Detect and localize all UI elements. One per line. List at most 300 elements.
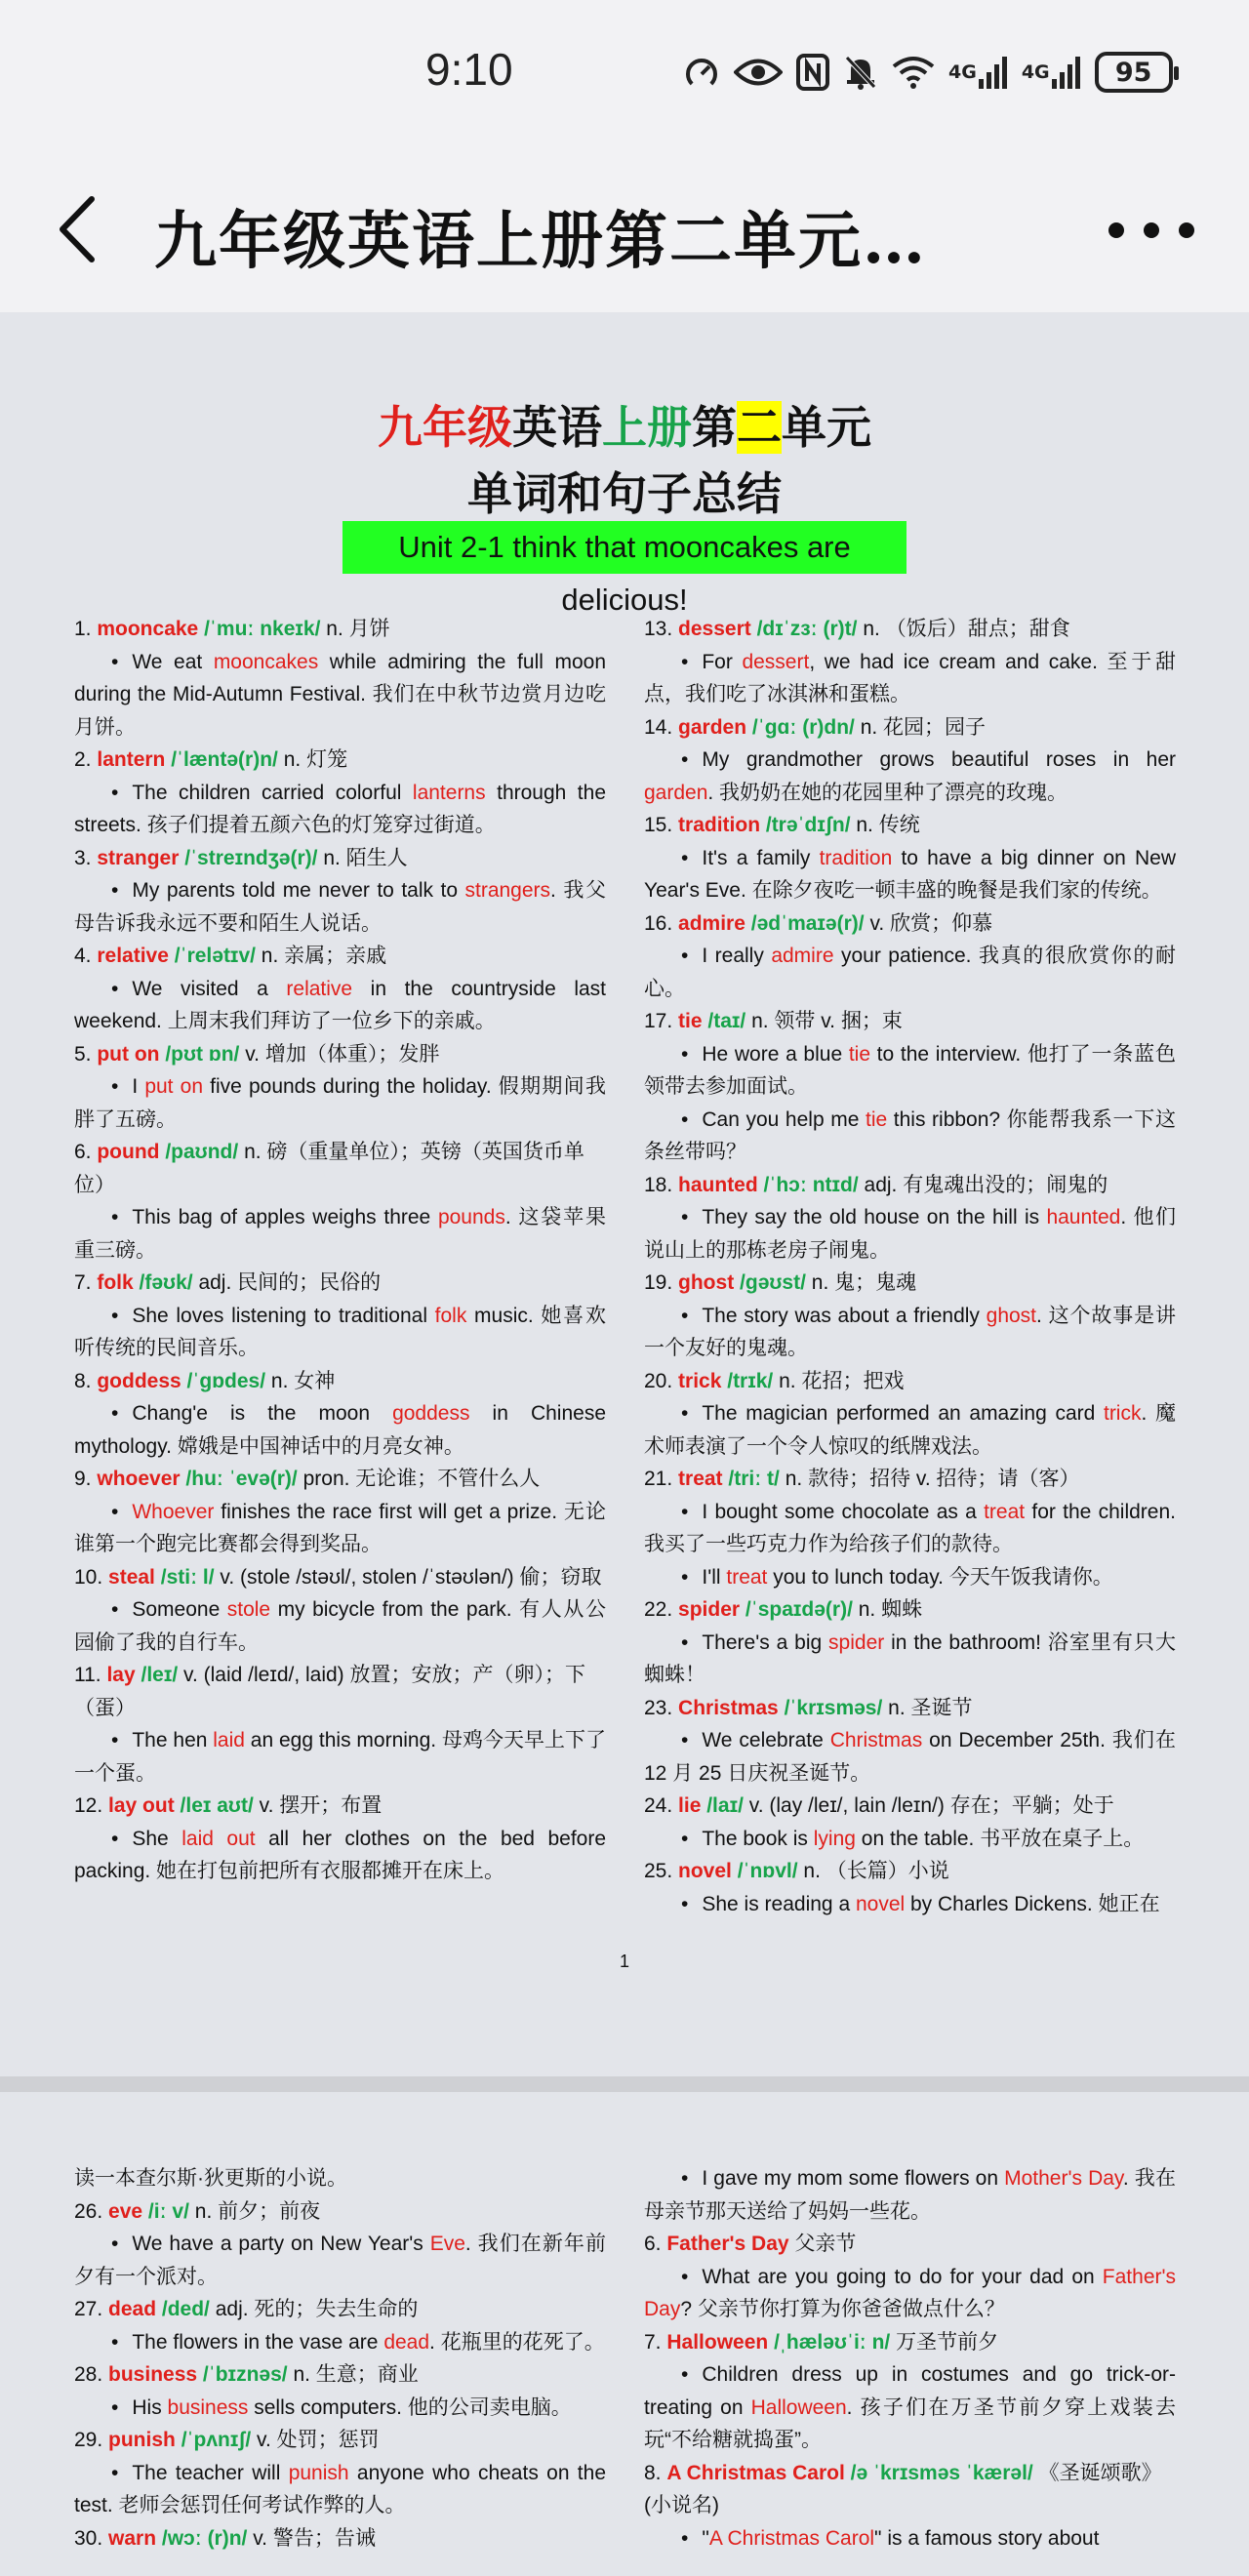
entry-headword-line	[74, 1463, 606, 1496]
vocab-word: Christmas	[678, 1696, 785, 1719]
phonetic: /ˈstreɪndʒə(r)/	[184, 846, 324, 869]
vocab-entry	[644, 613, 1176, 711]
vocab-entry	[644, 2326, 1176, 2457]
vocab-entry	[644, 711, 1176, 810]
text-segment: 26.	[74, 2199, 109, 2223]
vocab-entry	[644, 2228, 1176, 2326]
text-segment: n. （长篇）小说	[803, 1860, 949, 1882]
text-segment: I	[132, 1075, 145, 1098]
text-segment: 1.	[74, 618, 98, 640]
phonetic: /leɪ aʊt/	[180, 1794, 260, 1817]
entry-headword-line	[74, 613, 606, 646]
battery-icon	[1095, 52, 1173, 93]
text-segment: 18.	[644, 1173, 679, 1196]
entry-headword-line	[644, 613, 1176, 646]
vocab-word: Father's Day	[666, 2233, 795, 2255]
nav-bar	[0, 146, 1249, 312]
phonetic: /pʊt ɒn/	[165, 1042, 246, 1066]
example-sentence	[644, 2522, 1176, 2556]
phonetic: /ˈrelətɪv/	[174, 945, 262, 967]
text-segment: v. 处罚；惩罚	[257, 2429, 380, 2451]
text-segment: . 我在母亲节那天送给了妈妈一些花。	[644, 2167, 1177, 2223]
vocab-column-right	[644, 613, 1176, 1920]
vocab-word: whoever	[97, 1468, 186, 1490]
bell-off-icon	[843, 54, 878, 91]
heading-part-ordinal: 第	[692, 401, 737, 454]
text-segment: pron. 无论谁；不管什么人	[302, 1468, 541, 1490]
text-segment: v. 欣赏；仰慕	[869, 911, 993, 935]
text-segment: n. 花招；把戏	[779, 1369, 905, 1392]
vocab-entry	[74, 1561, 606, 1660]
text-segment: on the table. 书平放在桌子上。	[855, 1827, 1145, 1850]
example-sentence	[74, 1496, 606, 1561]
vocab-entry	[644, 1692, 1176, 1791]
text-segment: n. 亲属；亲戚	[261, 945, 387, 967]
vocab-word: eve	[108, 2199, 148, 2223]
vocab-word: trick	[678, 1369, 728, 1392]
text-segment: v. (laid /leɪd/, laid) 放置；安放；产（卵）；下（蛋）	[74, 1664, 586, 1719]
text-segment: I bought some chocolate as a	[702, 1500, 985, 1523]
example-sentence	[74, 1593, 606, 1659]
phonetic: /ˈlæntə(r)n/	[171, 748, 284, 771]
vocab-entry	[74, 1038, 606, 1137]
entry-headword-line	[74, 2162, 606, 2195]
vocab-entry	[74, 842, 606, 941]
network-type-1: 4G	[948, 61, 977, 83]
bullet-icon: •	[681, 1729, 689, 1751]
bullet-icon: •	[681, 1107, 689, 1131]
bullet-icon: •	[111, 650, 119, 673]
vocab-entry	[644, 1593, 1176, 1692]
bullet-icon: •	[681, 846, 689, 869]
vocab-word: business	[108, 2363, 203, 2386]
example-sentence	[644, 1823, 1176, 1856]
text-segment: to have a big dinner on New Year's Eve. 在除夕夜吃一顿丰盛的晚餐是我们家的传统。	[644, 846, 1176, 902]
text-segment: 5.	[74, 1042, 98, 1066]
bullet-icon: •	[111, 1304, 119, 1327]
entry-headword-line	[644, 1365, 1176, 1398]
heading-part-unit: 单元	[782, 401, 871, 454]
keyword-highlight: tie	[865, 1107, 888, 1131]
vocab-word: dead	[108, 2298, 162, 2320]
text-segment: by Charles Dickens. 她正在	[905, 1892, 1160, 1915]
network-type-2: 4G	[1021, 61, 1050, 83]
text-segment: you to lunch today. 今天午饭我请你。	[767, 1565, 1113, 1589]
bullet-icon: •	[111, 1729, 119, 1751]
keyword-highlight: lying	[813, 1827, 856, 1850]
text-segment: 23.	[644, 1696, 679, 1719]
keyword-highlight: pounds	[437, 1206, 505, 1228]
speedometer-icon	[683, 54, 720, 91]
vocab-word: punish	[108, 2429, 181, 2451]
text-segment: n. 花园；园子	[860, 715, 987, 739]
text-segment: 9.	[74, 1468, 98, 1490]
entry-headword-line	[644, 1692, 1176, 1725]
example-sentence	[644, 1104, 1176, 1169]
text-segment: It's a family	[702, 846, 820, 869]
vocab-entry	[74, 1365, 606, 1464]
keyword-highlight: goddess	[392, 1402, 470, 1425]
phonetic: /ˈspaɪdə(r)/	[745, 1598, 859, 1621]
vocab-word: tradition	[678, 814, 766, 836]
status-icons	[683, 47, 1173, 98]
entry-headword-line	[74, 2195, 606, 2229]
text-segment: 12.	[74, 1794, 109, 1817]
entry-headword-line	[74, 2522, 606, 2556]
entry-headword-line	[74, 2358, 606, 2392]
text-segment: sells computers. 他的公司卖电脑。	[248, 2395, 572, 2419]
text-segment: . 我们在新年前夕有一个派对。	[74, 2233, 606, 2288]
vocab-entry	[74, 1267, 606, 1365]
text-segment: 14.	[644, 715, 679, 739]
entry-headword-line	[74, 1267, 606, 1300]
unit-banner: Unit 2-1 think that mooncakes are delicious!	[342, 521, 907, 574]
document-title: 九年级英语上册第二单元…	[154, 205, 927, 278]
example-sentence	[644, 940, 1176, 1005]
text-segment: . 我父母告诉我永远不要和陌生人说话。	[74, 879, 607, 935]
bullet-icon: •	[111, 781, 119, 804]
entry-headword-line	[644, 711, 1176, 745]
text-segment: 《圣诞颂歌》(小说名)	[644, 2461, 1162, 2516]
text-segment: n. 磅（重量单位）；英镑（英国货币单位）	[74, 1141, 584, 1196]
vocab-word: lay out	[108, 1794, 181, 1817]
text-segment: His	[132, 2395, 168, 2419]
entry-headword-line	[644, 1790, 1176, 1823]
vocab-entry	[74, 2195, 606, 2294]
phonetic: /ədˈmaɪə(r)/	[750, 911, 870, 935]
text-segment: through the streets. 孩子们提着五颜六色的灯笼穿过街道。	[74, 781, 607, 836]
keyword-highlight: Whoever	[132, 1500, 215, 1523]
vocab-entry	[644, 1365, 1176, 1464]
keyword-highlight: ghost	[986, 1304, 1037, 1327]
text-segment: They say the old house on the hill is	[702, 1206, 1047, 1228]
text-segment: n. 传统	[856, 814, 920, 836]
text-segment: adj. 死的；失去生命的	[215, 2298, 419, 2320]
vocab-word: admire	[678, 911, 751, 935]
example-sentence	[644, 1724, 1176, 1790]
keyword-highlight: Halloween	[750, 2395, 847, 2419]
text-segment: v. 摆开；布置	[259, 1794, 383, 1817]
example-sentence	[74, 777, 606, 842]
text-segment: . 这袋苹果重三磅。	[74, 1206, 606, 1262]
text-segment: 11.	[74, 1664, 107, 1686]
text-segment: n. 生意；商业	[293, 2363, 419, 2386]
text-segment: 6.	[644, 2233, 667, 2255]
keyword-highlight: Christmas	[829, 1729, 923, 1751]
example-sentence	[644, 1627, 1176, 1692]
keyword-highlight: novel	[855, 1892, 906, 1915]
phonetic: /huː ˈevə(r)/	[185, 1468, 303, 1490]
keyword-highlight: treat	[984, 1500, 1026, 1523]
entry-headword-line	[74, 2424, 606, 2457]
keyword-highlight: tie	[848, 1042, 870, 1066]
text-segment: n. 领带 v. 捆；束	[751, 1010, 903, 1032]
text-segment: The children carried colorful	[132, 781, 413, 804]
text-segment: She loves listening to traditional	[132, 1304, 435, 1327]
text-segment: There's a big	[702, 1630, 829, 1654]
text-segment: . 孩子们在万圣节前夕穿上戏装去玩“不给糖就捣蛋”。	[644, 2395, 1177, 2451]
keyword-highlight: laid out	[181, 1827, 256, 1850]
phonetic: /paʊnd/	[165, 1141, 245, 1163]
doc-subheading: 单词和句子总结	[467, 467, 782, 520]
text-segment: in the bathroom! 浴室里有只大蜘蛛！	[644, 1630, 1176, 1686]
bullet-icon: •	[681, 1500, 689, 1523]
text-segment: for the children. 我买了一些巧克力作为给孩子们的款待。	[644, 1500, 1176, 1555]
vocab-entry	[644, 809, 1176, 907]
entry-headword-line	[644, 2326, 1176, 2359]
text-segment: He wore a blue	[702, 1042, 849, 1066]
text-segment: The story was about a friendly	[702, 1304, 987, 1327]
text-segment: We eat	[132, 650, 214, 673]
text-segment: . 他们说山上的那栋老房子闹鬼。	[644, 1206, 1176, 1262]
example-sentence	[74, 1201, 606, 1267]
text-segment: 27.	[74, 2298, 109, 2320]
phonetic: /fəʊk/	[139, 1271, 199, 1294]
text-segment: anyone who cheats on the test. 老师会惩罚任何考试作弊的人。	[74, 2461, 607, 2516]
phonetic: /ˈbɪznəs/	[202, 2363, 294, 2386]
text-segment: For	[702, 650, 743, 673]
text-segment: . 魔术师表演了一个令人惊叹的纸牌戏法。	[644, 1402, 1177, 1458]
text-segment: 16.	[644, 911, 679, 935]
text-segment: five pounds during the holiday. 假期期间我胖了五磅。	[74, 1075, 606, 1131]
text-segment: n. 鬼；鬼魂	[811, 1271, 917, 1294]
text-segment: She is reading a	[702, 1892, 856, 1915]
text-segment: Children dress up in costumes and go trick-or-treating on	[644, 2363, 1176, 2419]
vocab-word: mooncake	[97, 618, 205, 640]
vocab-entry	[74, 2162, 606, 2195]
phonetic: /ɡəʊst/	[740, 1271, 812, 1294]
keyword-highlight: Eve	[429, 2233, 465, 2255]
text-segment: "	[702, 2526, 709, 2550]
example-sentence	[644, 1888, 1176, 1921]
vocab-word: lay	[106, 1664, 141, 1686]
keyword-highlight: Mother's Day	[1004, 2167, 1123, 2190]
text-segment: 29.	[74, 2429, 109, 2451]
bullet-icon: •	[681, 2167, 689, 2190]
phonetic: /taɪ/	[707, 1010, 752, 1032]
example-sentence	[74, 874, 606, 940]
phonetic: /iː v/	[147, 2199, 195, 2223]
bullet-icon: •	[681, 1042, 689, 1066]
vocab-entry	[74, 2293, 606, 2358]
vocab-entry	[644, 2162, 1176, 2228]
keyword-highlight: dessert	[742, 650, 810, 673]
vocab-word: garden	[678, 715, 752, 739]
bullet-icon: •	[111, 1206, 119, 1228]
keyword-highlight: put on	[144, 1075, 204, 1098]
example-sentence	[74, 2326, 606, 2359]
text-segment: My parents told me never to talk to	[132, 879, 465, 902]
vocab-entry	[644, 1790, 1176, 1855]
keyword-highlight: A Christmas Carol	[708, 2526, 875, 2550]
vocab-entry	[74, 1790, 606, 1888]
vocab-entry	[644, 1855, 1176, 1920]
bullet-icon: •	[111, 2233, 119, 2255]
text-segment: adj. 民间的；民俗的	[198, 1271, 382, 1294]
bullet-icon: •	[111, 1500, 119, 1523]
text-segment: 父亲节	[794, 2233, 857, 2255]
phonetic: /ˈmuː nkeɪk/	[204, 618, 327, 640]
text-segment: Chang'e is the moon	[132, 1402, 393, 1425]
text-segment: n. 灯笼	[283, 748, 348, 771]
example-sentence	[644, 2261, 1176, 2326]
phonetic: /wɔː (r)n/	[161, 2526, 254, 2550]
heading-part-number: 二	[737, 401, 782, 454]
example-sentence	[644, 744, 1176, 809]
keyword-highlight: lanterns	[412, 781, 486, 804]
text-segment: v. 警告；告诫	[253, 2526, 376, 2550]
bullet-icon: •	[681, 1206, 689, 1228]
text-segment: 8.	[644, 2461, 667, 2484]
vocab-word: ghost	[678, 1271, 741, 1294]
bullet-icon: •	[681, 945, 689, 967]
vocab-entry	[74, 1659, 606, 1790]
text-segment: 读一本查尔斯·狄更斯的小说。	[74, 2167, 347, 2190]
text-segment: to the interview. 他打了一条蓝色领带去参加面试。	[644, 1042, 1176, 1098]
bullet-icon: •	[111, 977, 119, 1000]
keyword-highlight: strangers	[464, 879, 551, 902]
text-segment: my bicycle from the park. 有人从公园偷了我的自行车。	[74, 1598, 606, 1654]
heading-part-volume: 上册	[602, 401, 692, 454]
entry-headword-line	[644, 2457, 1176, 2522]
keyword-highlight: tradition	[819, 846, 893, 869]
vocab-entry	[644, 1267, 1176, 1365]
entry-headword-line	[74, 1136, 606, 1201]
heading-part-subject: 英语	[512, 401, 602, 454]
text-segment: I gave my mom some flowers on	[702, 2167, 1005, 2190]
example-sentence	[74, 1724, 606, 1790]
text-segment: 21.	[644, 1468, 679, 1490]
vocab-entry	[74, 1463, 606, 1561]
vocab-word: warn	[108, 2526, 162, 2550]
vocab-word: treat	[678, 1468, 729, 1490]
text-segment: The book is	[702, 1827, 814, 1850]
text-segment: 20.	[644, 1369, 679, 1392]
bullet-icon: •	[111, 1827, 119, 1850]
text-segment: . 我奶奶在她的花园里种了漂亮的玫瑰。	[707, 781, 1068, 804]
keyword-highlight: trick	[1103, 1402, 1142, 1425]
text-segment: n. 圣诞节	[888, 1696, 973, 1719]
bullet-icon: •	[111, 1075, 119, 1098]
example-sentence	[74, 1070, 606, 1136]
text-segment: 15.	[644, 814, 679, 836]
text-segment: 7.	[74, 1271, 98, 1294]
example-sentence	[74, 2392, 606, 2425]
phonetic: /trɪk/	[727, 1369, 780, 1392]
vocab-word: spider	[678, 1598, 745, 1621]
example-sentence	[644, 1300, 1176, 1365]
text-segment: v. 增加（体重）；发胖	[245, 1042, 440, 1066]
text-segment: Can you help me	[702, 1107, 866, 1131]
bullet-icon: •	[111, 2330, 119, 2354]
bullet-icon: •	[681, 650, 689, 673]
keyword-highlight: laid	[213, 1729, 245, 1751]
text-segment: v. (stole /stəʊl/, stolen /ˈstəʊlən/) 偷；窃取	[220, 1565, 602, 1589]
vocab-word: folk	[97, 1271, 140, 1294]
phonetic: /ˈɡɑː (r)dn/	[751, 715, 861, 739]
vocab-column-left	[74, 613, 606, 1888]
text-segment: 22.	[644, 1598, 679, 1621]
bullet-icon: •	[681, 1827, 689, 1850]
example-sentence	[644, 1496, 1176, 1561]
text-segment: . 花瓶里的花死了。	[429, 2330, 605, 2354]
text-segment: I'll	[702, 1565, 727, 1589]
text-segment: 6.	[74, 1141, 98, 1163]
back-arrow-icon[interactable]	[49, 185, 107, 273]
more-options-icon[interactable]	[1103, 219, 1200, 242]
text-segment: The teacher will	[132, 2461, 289, 2484]
bullet-icon: •	[681, 1402, 689, 1425]
entry-headword-line	[644, 1463, 1176, 1496]
vocab-word: A Christmas Carol	[666, 2461, 851, 2484]
vocab-entry	[74, 613, 606, 744]
text-segment: n. 女神	[270, 1369, 336, 1392]
phonetic: /leɪ/	[141, 1664, 184, 1686]
keyword-highlight: mooncakes	[213, 650, 319, 673]
keyword-highlight: admire	[771, 945, 834, 967]
vocab-word: novel	[678, 1860, 738, 1882]
text-segment: This bag of apples weighs three	[132, 1206, 438, 1228]
signal-icon-1	[948, 56, 1008, 89]
text-segment: v. (lay /leɪ/, lain /leɪn/) 存在；平躺；处于	[748, 1794, 1114, 1817]
example-sentence	[74, 1823, 606, 1888]
keyword-highlight: business	[167, 2395, 249, 2419]
keyword-highlight: garden	[644, 781, 708, 804]
example-sentence	[644, 1038, 1176, 1104]
entry-headword-line	[644, 907, 1176, 941]
page-separator	[0, 2076, 1249, 2092]
page-number: 1	[619, 1952, 629, 1971]
vocab-entry	[644, 1463, 1176, 1593]
vocab-column-left-p2	[74, 2162, 606, 2555]
text-segment: 30.	[74, 2526, 109, 2550]
text-segment: ? 父亲节你打算为你爸爸做点什么？	[680, 2298, 1005, 2320]
vocab-word: haunted	[678, 1173, 764, 1196]
phonetic: /ˈɡɒdes/	[186, 1369, 271, 1392]
vocab-entry	[644, 2457, 1176, 2556]
example-sentence	[74, 1397, 606, 1463]
phonetic: /ˈpʌnɪʃ/	[181, 2429, 258, 2451]
text-segment: while admiring the full moon during the Mid-Autumn Festival. 我们在中秋节边赏月边吃月饼。	[74, 650, 606, 739]
phonetic: /trəˈdɪʃn/	[765, 814, 857, 836]
text-segment: n. 月饼	[326, 618, 390, 640]
text-segment: 24.	[644, 1794, 679, 1817]
bullet-icon: •	[681, 2265, 689, 2288]
bullet-icon: •	[681, 1565, 689, 1589]
example-sentence	[74, 2228, 606, 2293]
vocab-entry	[644, 907, 1176, 1006]
text-segment: n. 陌生人	[323, 846, 408, 869]
example-sentence	[74, 973, 606, 1038]
phonetic: /ded/	[161, 2298, 216, 2320]
text-segment: all her clothes on the bed before packing. 她在打包前把所有衣服都摊开在床上。	[74, 1827, 607, 1882]
keyword-highlight: spider	[828, 1630, 885, 1654]
bullet-icon: •	[681, 1630, 689, 1654]
vocab-word: lie	[678, 1794, 707, 1817]
text-segment: 13.	[644, 618, 679, 640]
bullet-icon: •	[681, 748, 689, 771]
vocab-word: dessert	[678, 618, 757, 640]
text-segment: adj. 有鬼魂出没的；闹鬼的	[864, 1173, 1108, 1196]
bullet-icon: •	[681, 2363, 689, 2386]
entry-headword-line	[74, 1790, 606, 1823]
text-segment: The flowers in the vase are	[132, 2330, 384, 2354]
vocab-word: lantern	[97, 748, 172, 771]
text-segment: 17.	[644, 1010, 679, 1032]
phonetic: /stiː l/	[160, 1565, 221, 1589]
doc-heading	[0, 392, 1249, 457]
vocab-entry	[74, 2522, 606, 2556]
